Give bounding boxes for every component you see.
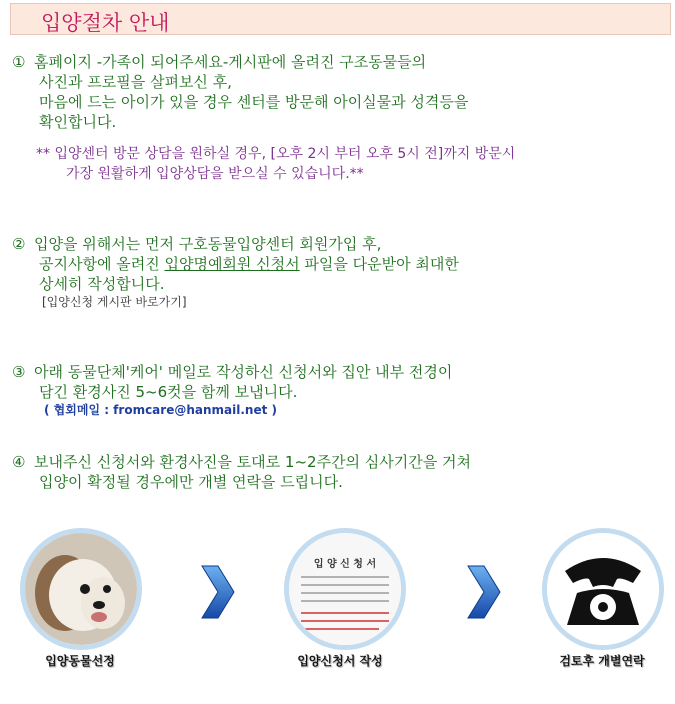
step-number: ③	[12, 363, 26, 381]
dog-illustration	[25, 533, 137, 645]
step-2-line-2-post: 파일을 다운받아 최대한	[299, 255, 459, 273]
step-2-line-2-pre: 공지사항에 올려진	[39, 255, 165, 273]
step-2	[12, 234, 459, 294]
visit-note	[36, 144, 515, 184]
step-4-line-1: 보내주신 신청서와 환경사진을 토대로 1~2주간의 심사기간을 거쳐	[34, 453, 472, 471]
telephone-icon	[542, 528, 664, 650]
visit-note-line-2: 가장 원활하게 입양상담을 받으실 수 있습니다.**	[66, 166, 364, 182]
dog-photo	[20, 528, 142, 650]
step-3-line-1: 아래 동물단체'케어' 메일로 작성하신 신청서와 집안 내부 전경이	[34, 363, 453, 381]
step-2-line-2	[12, 254, 459, 274]
page-title: 입양절차 안내	[41, 11, 170, 35]
chevron-right-icon	[462, 562, 502, 622]
application-form-link[interactable]: 입양명예회원 신청서	[164, 255, 300, 273]
chevron-right-icon	[196, 562, 236, 622]
step-4-line-2: 입양이 확정될 경우에만 개별 연락을 드립니다.	[39, 473, 343, 491]
application-board-link[interactable]: [입양신청 게시판 바로가기]	[42, 295, 187, 309]
document-illustration	[289, 533, 401, 645]
application-form-icon	[284, 528, 406, 650]
step-2-line-3: 상세히 작성합니다.	[39, 275, 165, 293]
association-email[interactable]: ( 협회메일 : fromcare@hanmail.net )	[44, 403, 277, 417]
step-1-line-4: 확인합니다.	[39, 113, 117, 131]
step-number: ①	[12, 53, 26, 71]
step-number: ②	[12, 235, 26, 253]
phone-illustration	[547, 533, 659, 645]
step-3	[12, 362, 452, 402]
step-4	[12, 452, 471, 492]
flow-caption-1: 입양동물선정	[45, 654, 115, 668]
step-number: ④	[12, 453, 26, 471]
step-3-line-2: 담긴 환경사진 5~6컷을 함께 보냅니다.	[39, 383, 298, 401]
step-2-line-1: 입양을 위해서는 먼저 구호동물입양센터 회원가입 후,	[34, 235, 382, 253]
step-1-line-2: 사진과 프로필을 살펴보신 후,	[39, 73, 232, 91]
flow-caption-3: 검토후 개별연락	[559, 654, 645, 668]
step-1	[12, 52, 468, 132]
step-1-line-1: 홈페이지 -가족이 되어주세요-게시판에 올려진 구조동물들의	[34, 53, 427, 71]
title-bar	[10, 3, 671, 35]
flow-caption-2: 입양신청서 작성	[297, 654, 383, 668]
visit-note-line-1: ** 입양센터 방문 상담을 원하실 경우, [오후 2시 부터 오후 5시 전]까지 방문시	[36, 146, 516, 162]
form-title: 입 양 신 청 서	[313, 559, 377, 570]
step-1-line-3: 마음에 드는 아이가 있을 경우 센터를 방문해 아이실물과 성격등을	[39, 93, 469, 111]
